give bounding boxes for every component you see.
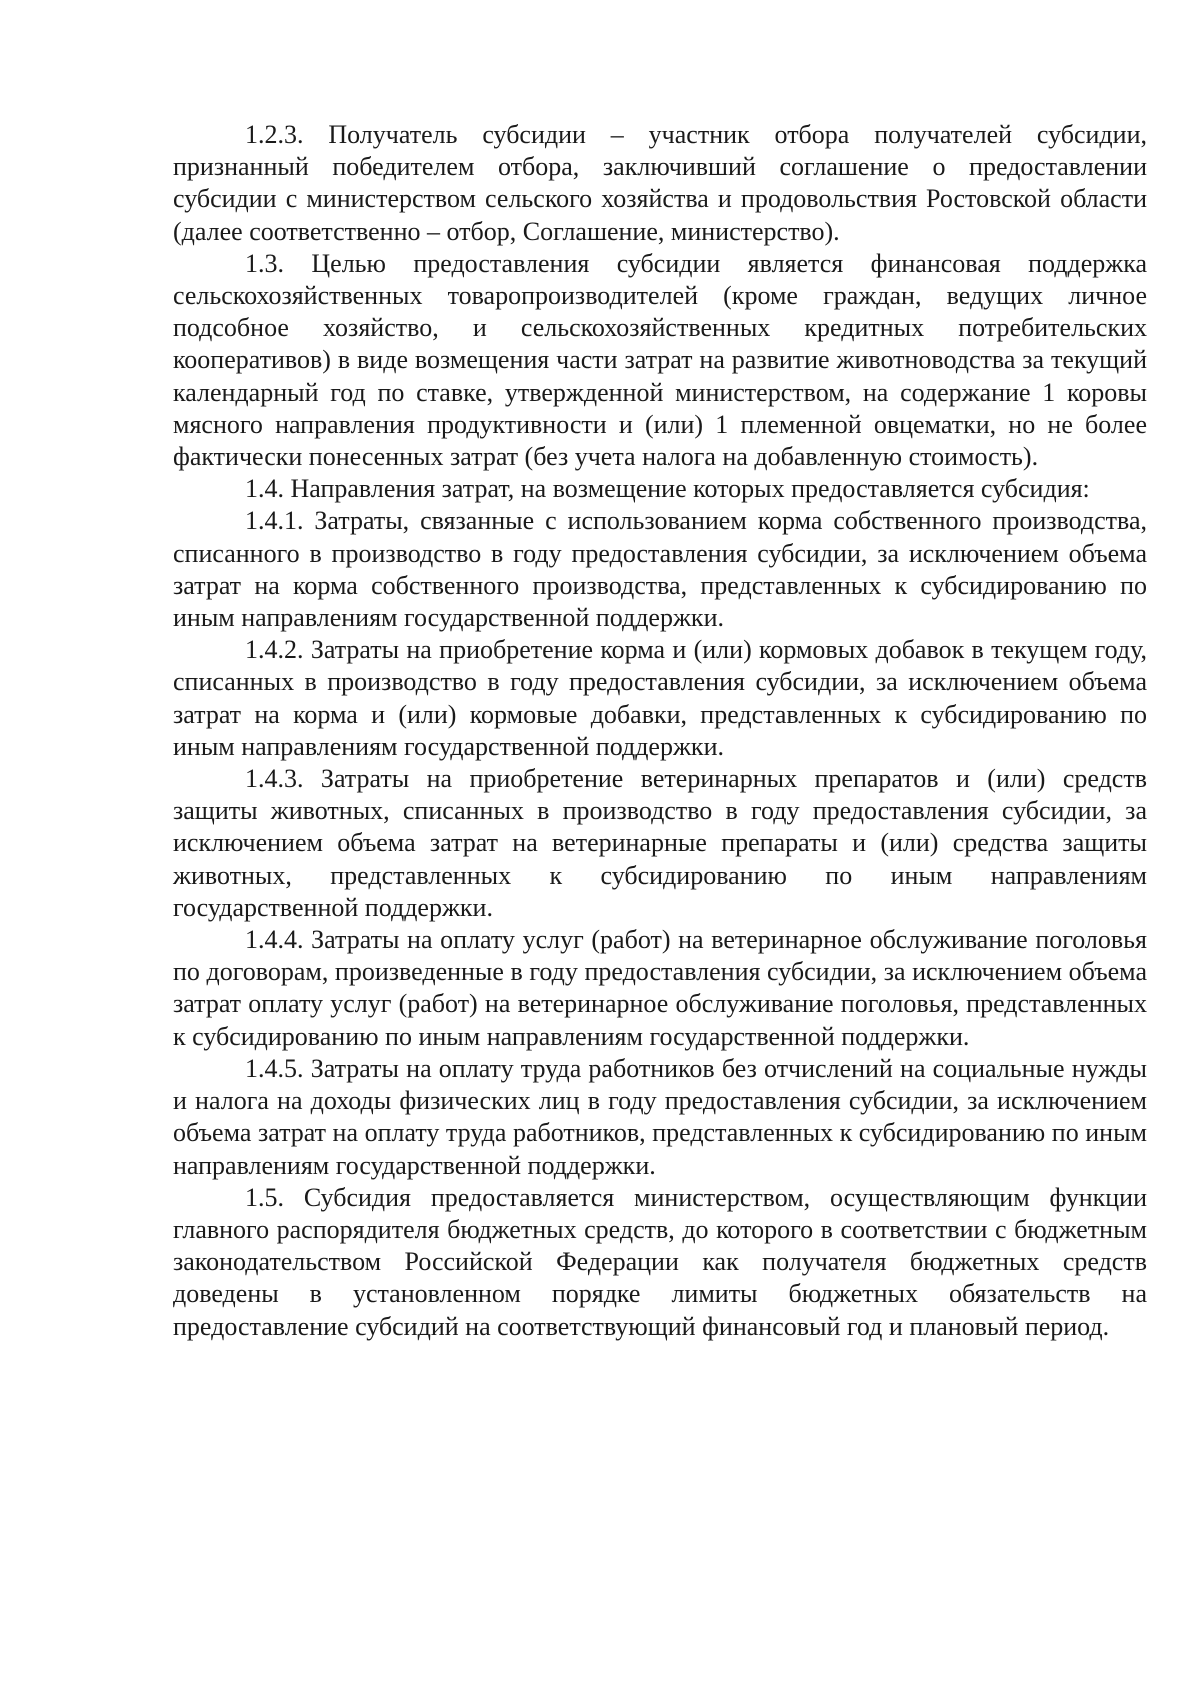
paragraph-1-3: 1.3. Целью предоставления субсидии является финансовая поддержка сельскохозяйственных товаропроизводителей (кроме граждан, ведущих личное подсобное хозяйство, и сельскохозяйственных кредитных потребительских кооперативов) в виде возмещения части затрат на развитие животноводства за текущий календарный год по ставке, утвержденной министерством, на содержание 1 коровы мясного направления продуктивности и (или) 1 племенной овцематки, но не более фактически понесенных затрат (без учета налога на добавленную стоимость). xyxy=(173,248,1147,472)
paragraph-1-4-3: 1.4.3. Затраты на приобретение ветеринарных препаратов и (или) средств защиты животных, списанных в производство в году предоставления субсидии, за исключением объема затрат на ветеринарные препараты и (или) средства защиты животных, представленных к субсидированию по иным направлениям государственной поддержки. xyxy=(173,764,1147,922)
paragraph-1-4-1: 1.4.1. Затраты, связанные с использованием корма собственного производства, списанного в производство в году предоставления субсидии, за исключением объема затрат на корма собственного производства, представленных к субсидированию по иным направлениям государственной поддержки. xyxy=(173,506,1147,633)
paragraph-1-4: 1.4. Направления затрат, на возмещение которых предоставляется субсидия: xyxy=(245,474,1090,504)
document-body xyxy=(173,119,1147,1343)
paragraph-1-5: 1.5. Субсидия предоставляется министерством, осуществляющим функции главного распорядителя бюджетных средств, до которого в соответствии с бюджетным законодательством Российской Федерации как получателя бюджетных средств доведены в установленном порядке лимиты бюджетных обязательств на предоставление субсидий на соответствующий финансовый год и плановый период. xyxy=(173,1182,1147,1341)
paragraph-1-4-4: 1.4.4. Затраты на оплату услуг (работ) на ветеринарное обслуживание поголовья по договорам, произведенные в году предоставления субсидии, за исключением объема затрат оплату услуг (работ) на ветеринарное обслуживание поголовья, представленных к субсидированию по иным направлениям государственной поддержки. xyxy=(173,925,1147,1051)
paragraph-1-2-3: 1.2.3. Получатель субсидии – участник отбора получателей субсидии, признанный победителем отбора, заключивший соглашение о предоставлении субсидии с министерством сельского хозяйства и продовольствия Ростовской области (далее соответственно – отбор, Соглашение, министерство). xyxy=(173,120,1147,246)
paragraph-1-4-5: 1.4.5. Затраты на оплату труда работников без отчислений на социальные нужды и налога на доходы физических лиц в году предоставления субсидии, за исключением объема затрат на оплату труда работников, представленных к субсидированию по иным направлениям государственной поддержки. xyxy=(173,1053,1147,1180)
paragraph-1-4-2: 1.4.2. Затраты на приобретение корма и (или) кормовых добавок в текущем году, списанных в производство в году предоставления субсидии, за исключением объема затрат на корма и (или) кормовые добавки, представленных к субсидированию по иным направлениям государственной поддержки. xyxy=(173,635,1147,761)
